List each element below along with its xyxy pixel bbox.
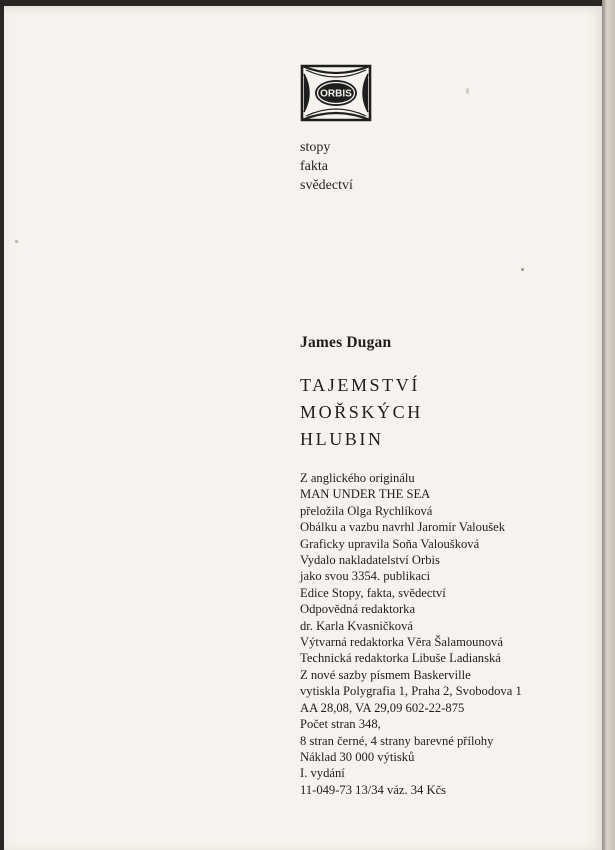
- series-list: [300, 138, 353, 195]
- colophon-line: Edice Stopy, fakta, svědectví: [300, 585, 446, 600]
- logo-text: ORBIS: [320, 88, 352, 100]
- title-line: MOŘSKÝCH: [300, 402, 423, 422]
- series-line: stopy: [300, 140, 331, 155]
- colophon-line: 11-049-73 13/34 váz. 34 Kčs: [300, 782, 447, 797]
- series-line: fakta: [300, 159, 328, 174]
- book-title: [300, 372, 423, 453]
- page-edge: [602, 0, 615, 850]
- colophon-line: 8 stran černé, 4 strany barevné přílohy: [300, 733, 494, 748]
- colophon-line: Graficky upravila Soňa Valoušková: [300, 536, 480, 551]
- colophon-line: Náklad 30 000 výtisků: [300, 749, 415, 764]
- colophon-line: vytiskla Polygrafia 1, Praha 2, Svobodova 1: [300, 684, 522, 699]
- colophon-line: Obálku a vazbu navrhl Jaromír Valoušek: [300, 520, 506, 535]
- series-line: svědectví: [300, 178, 353, 193]
- title-line: TAJEMSTVÍ: [300, 375, 420, 395]
- paper-speck: [521, 268, 524, 271]
- colophon-line: Výtvarná redaktorka Věra Šalamounová: [300, 635, 503, 650]
- colophon-line: I. vydání: [300, 766, 345, 781]
- author-name: James Dugan: [300, 334, 392, 351]
- paper-speck: [15, 240, 18, 243]
- colophon-line: Odpovědná redaktorka: [300, 602, 416, 617]
- paper-speck: [466, 88, 469, 94]
- orbis-logo-icon: [300, 62, 372, 124]
- colophon-line: Vydalo nakladatelství Orbis: [300, 553, 440, 568]
- colophon-line: Z nové sazby písmem Baskerville: [300, 667, 471, 682]
- colophon-line: Počet stran 348,: [300, 717, 381, 732]
- colophon-line: AA 28,08, VA 29,09 602-22-875: [300, 700, 465, 715]
- colophon-line: MAN UNDER THE SEA: [300, 487, 431, 502]
- colophon-line: přeložila Olga Rychlíková: [300, 503, 433, 518]
- colophon-line: jako svou 3354. publikaci: [300, 569, 431, 584]
- title-line: HLUBIN: [300, 429, 384, 449]
- colophon-line: dr. Karla Kvasničková: [300, 618, 413, 633]
- colophon-line: Technická redaktorka Libuše Ladianská: [300, 651, 501, 666]
- colophon-line: Z anglického originálu: [300, 471, 415, 485]
- colophon: [300, 470, 522, 798]
